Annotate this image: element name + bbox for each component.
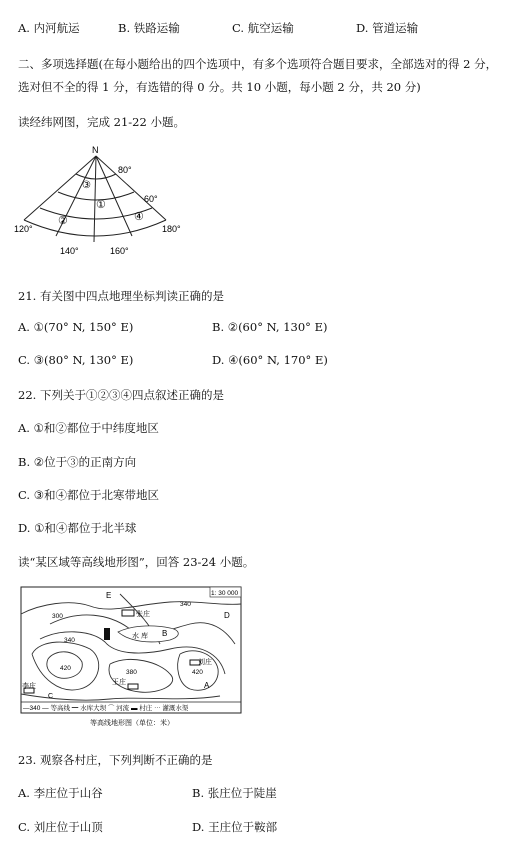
label-b: B [162,629,168,638]
label-liuzhuang: 刘庄 [198,659,212,666]
pole-label: N [92,145,99,155]
point-3: ③ [82,180,91,191]
point-2: ② [58,215,68,227]
label-420-right: 420 [192,669,203,676]
q23-option-d: D. 王庄位于鞍部 [192,820,278,834]
grid-intro: 读经纬网图，完成 21-22 小题。 [18,115,185,129]
q23-stem: 23. 观察各村庄，下列判断不正确的是 [18,753,213,767]
contour-intro: 读“某区域等高线地形图”，回答 23-24 小题。 [18,555,255,569]
latlong-grid-figure [14,140,204,265]
lon-label-140: 140° [60,246,79,256]
map-scale: 1: 30 000 [211,590,239,597]
top-option-a: A. 内河航运 [18,21,80,35]
label-zhangzhuang: 张庄 [136,611,150,618]
point-1: ① [96,199,106,211]
q21-option-d: D. ④(60° N, 170° E) [212,353,328,367]
map-caption: 等高线地形图（单位：米） [90,720,174,727]
label-340-top: 340 [180,601,191,608]
q22-option-a: A. ①和②都位于中纬度地区 [18,421,159,435]
label-420-left: 420 [60,665,71,672]
label-a: A [204,681,210,690]
lon-label-180: 180° [162,224,181,234]
q21-option-c: C. ③(80° N, 130° E) [18,353,134,367]
label-wangzhuang: 王庄 [112,679,126,686]
contour-map-figure [20,584,244,730]
label-lizhuang: 李庄 [22,683,36,690]
label-reservoir: 水 库 [132,633,148,640]
section2-line2: 选对但不全的得 1 分，有选错的得 0 分。共 10 小题，每小题 2 分，共 20 分) [18,80,421,94]
top-option-b: B. 铁路运输 [118,21,180,35]
q22-option-d: D. ①和④都位于北半球 [18,521,137,535]
label-300: 300 [52,613,63,620]
q21-stem: 21. 有关图中四点地理坐标判读正确的是 [18,289,224,303]
section2-line1: 二、多项选择题(在每小题给出的四个选项中，有多个选项符合题目要求，全部选对的得 2 分， [18,57,498,71]
lon-label-120: 120° [14,224,33,234]
q22-option-b: B. ②位于③的正南方向 [18,455,137,469]
label-c: C [48,693,54,700]
map-legend: —340 — 等高线 ━ 水库大坝 ⌒ 河流 ▬ 村庄 ⋯ 灌溉水渠 [23,705,189,712]
point-4: ④ [134,211,144,223]
top-option-c: C. 航空运输 [232,21,294,35]
label-340-left: 340 [64,637,75,644]
lat-label-80: 80° [118,165,132,175]
label-e: E [106,591,112,600]
q23-option-b: B. 张庄位于陡崖 [192,786,277,800]
lat-label-60: 60° [144,194,158,204]
q23-option-a: A. 李庄位于山谷 [18,786,103,800]
lon-label-160: 160° [110,246,129,256]
top-option-d: D. 管道运输 [356,21,419,35]
label-d: D [224,611,230,620]
q21-option-a: A. ①(70° N, 150° E) [18,320,134,334]
q23-option-c: C. 刘庄位于山顶 [18,820,103,834]
label-380: 380 [126,669,137,676]
q22-option-c: C. ③和④都位于北寒带地区 [18,488,160,502]
q22-stem: 22. 下列关于①②③④四点叙述正确的是 [18,388,224,402]
q21-option-b: B. ②(60° N, 130° E) [212,320,328,334]
